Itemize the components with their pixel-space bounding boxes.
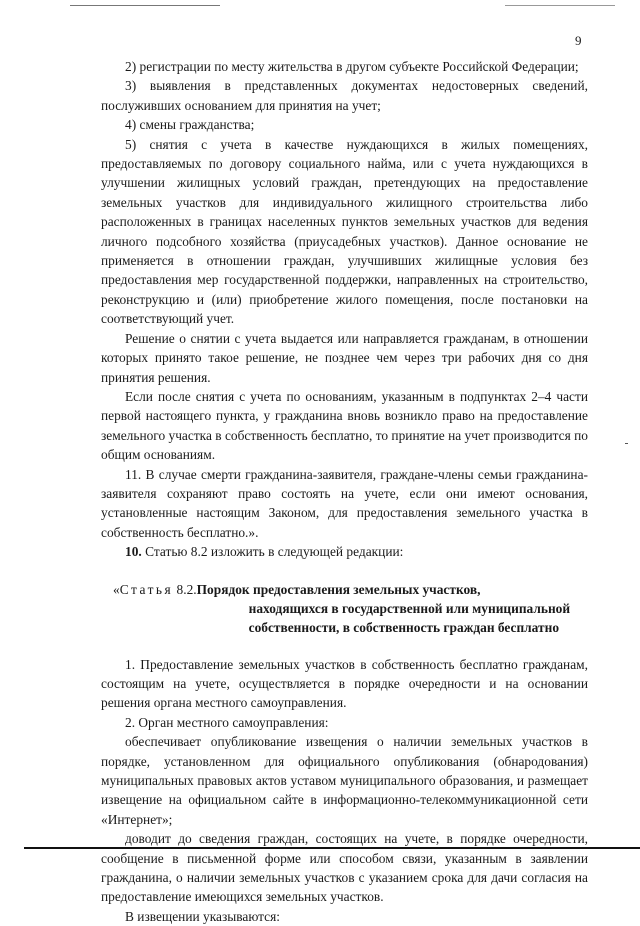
paragraph: обеспечивает опубликование извещения о наличии земельных участков в порядке, установленном для официального опубликования (обнародования) муниципальных правовых актов уставом муниципального образования, и размещает извещение на официальном сайте в информационно-телекоммуникационной сети «Интернет»; [101, 734, 588, 827]
spacer [101, 562, 588, 576]
document-body [101, 57, 588, 926]
scan-top-line-left [70, 5, 220, 6]
paragraph: 2. Орган местного самоуправления: [125, 714, 329, 730]
article-heading [101, 580, 588, 637]
paragraph: Если после снятия с учета по основаниям, указанным в подпунктах 2–4 части первой настоящего пункта, у гражданина вновь возникло право на предоставление земельного участка в собственность бесплатно, то принятие на учет производится по общим основаниям. [101, 388, 588, 463]
paragraph: В извещении указываются: [125, 908, 281, 924]
paragraph: Решение о снятии с учета выдается или направляется гражданам, в отношении которых принято такое решение, не позднее чем через три рабочих дня со дня принятия решения. [101, 330, 588, 385]
spacer [101, 641, 588, 655]
scan-mark [625, 443, 628, 444]
paragraph: 4) смены гражданства; [125, 117, 255, 133]
scan-top-line-right [505, 5, 615, 6]
paragraph: 11. В случае смерти гражданина-заявителя, граждане-члены семьи гражданина-заявителя сохраняют право состоять на учете, если они имеют основания, установленные настоящим Законом, для предоставления земельного участка в собственность бесплатно.». [101, 466, 588, 540]
article-title-line: Порядок предоставления земельных участков, [196, 581, 481, 597]
article-prefix [101, 580, 197, 637]
bottom-rule [24, 847, 640, 849]
paragraph: доводит до сведения граждан, состоящих на учете, в порядке очередности, сообщение в письменной форме или способом связи, указанным в заявлении гражданина, о наличии земельных участков с указанием срока для дачи согласия на предоставление имеющихся земельных участков. [101, 831, 588, 905]
open-quote: « [113, 581, 120, 597]
article-word: Статья [119, 581, 174, 597]
article-title [197, 580, 570, 637]
paragraph: 3) выявления в представленных документах недостоверных сведений, послуживших основанием для принятия на учет; [101, 78, 588, 113]
paragraph: 5) снятия с учета в качестве нуждающихся в жилых помещениях, предоставляемых по договору социального найма, или с учета нуждающихся в улучшении жилищных условий граждан, претендующих на предоставление земельных участков для индивидуального жилищного строительства либо расположенных в границах населенных пунктов земельных участков для ведения личного подсобного хозяйства (приусадебных участков). Данное основание не применяется в отношении граждан, улучшивших жилищные условия без предоставления мер государственной поддержки, направленных на строительство, реконструкцию и (или) приобретение жилого помещения, после постановки на соответствующий учет. [101, 136, 588, 327]
item-10 [101, 542, 588, 561]
page-number: 9 [575, 33, 582, 48]
article-title-line: находящихся в государственной или муниципальной [248, 600, 571, 616]
article-title-line: собственности, в собственность граждан бесплатно [248, 619, 560, 635]
article-number: 8.2. [173, 581, 197, 597]
paragraph: 2) регистрации по месту жительства в другом субъекте Российской Федерации; [125, 59, 579, 74]
item-10-number: 10. [125, 544, 142, 560]
item-10-text: Статью 8.2 изложить в следующей редакции: [141, 544, 404, 560]
paragraph: 1. Предоставление земельных участков в собственность бесплатно гражданам, состоящим на учете, осуществляется в порядке очередности и на основании решения органа местного самоуправления. [101, 656, 588, 711]
